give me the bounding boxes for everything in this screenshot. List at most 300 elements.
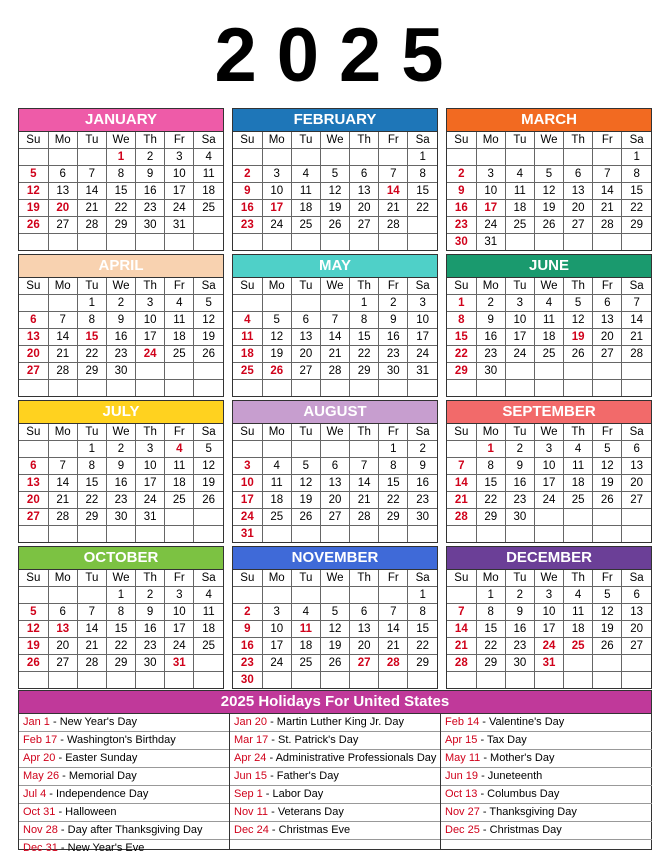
weekday-label: Tu: [77, 424, 106, 441]
week-row: [19, 346, 223, 363]
weekday-label: Fr: [379, 132, 408, 149]
weekday-label: Th: [350, 278, 379, 295]
empty-day-cell: [291, 380, 320, 397]
day-cell: 7: [77, 604, 106, 621]
day-cell: 24: [165, 200, 194, 217]
holiday-item: [230, 768, 440, 786]
empty-day-cell: [534, 672, 563, 689]
holiday-day-cell: 26: [19, 655, 48, 672]
weekday-label: We: [534, 424, 563, 441]
day-cell: 17: [534, 621, 563, 638]
day-cell: 22: [476, 638, 505, 655]
week-row: [19, 217, 223, 234]
empty-day-cell: [19, 380, 48, 397]
weekday-label: Tu: [77, 278, 106, 295]
day-cell: 11: [165, 312, 194, 329]
month-header: DECEMBER: [447, 547, 651, 570]
day-cell: 21: [593, 200, 622, 217]
day-cell: 16: [136, 621, 165, 638]
holiday-day-cell: 22: [447, 346, 476, 363]
day-cell: 21: [77, 638, 106, 655]
weekday-label: We: [320, 570, 349, 587]
weekday-label: Tu: [505, 278, 534, 295]
week-row: [233, 458, 437, 475]
empty-day-cell: [291, 149, 320, 166]
day-cell: 26: [593, 638, 622, 655]
weekday-label: Tu: [291, 132, 320, 149]
holiday-item: [230, 732, 440, 750]
weekday-label: Sa: [408, 132, 437, 149]
holiday-day-cell: 7: [447, 458, 476, 475]
weekday-label: Mo: [48, 570, 77, 587]
holiday-date: Dec 24: [234, 824, 269, 836]
day-cell: 4: [194, 587, 223, 604]
day-cell: 30: [136, 655, 165, 672]
day-cell: 10: [136, 458, 165, 475]
holiday-item: [441, 750, 652, 768]
empty-day-cell: [320, 672, 349, 689]
weekday-label: Mo: [476, 278, 505, 295]
day-cell: 21: [350, 492, 379, 509]
empty-day-cell: [350, 380, 379, 397]
weekday-label: Sa: [622, 278, 651, 295]
day-cell: 31: [165, 217, 194, 234]
holiday-item: [230, 804, 440, 822]
day-cell: 19: [320, 200, 349, 217]
day-cell: 14: [77, 183, 106, 200]
empty-day-cell: [48, 380, 77, 397]
holiday-day-cell: 27: [19, 509, 48, 526]
week-row: [447, 380, 651, 397]
holiday-day-cell: 28: [447, 509, 476, 526]
holiday-day-cell: 25: [564, 638, 593, 655]
day-cell: 5: [291, 458, 320, 475]
holiday-day-cell: 27: [350, 655, 379, 672]
day-cell: 28: [593, 217, 622, 234]
day-cell: 17: [408, 329, 437, 346]
holiday-day-cell: 15: [447, 329, 476, 346]
day-cell: 21: [48, 346, 77, 363]
holiday-item: [19, 786, 229, 804]
empty-day-cell: [194, 672, 223, 689]
week-row: [447, 183, 651, 200]
day-cell: 13: [564, 183, 593, 200]
day-cell: 7: [48, 312, 77, 329]
holidays-columns: [19, 714, 651, 854]
holiday-day-cell: 1: [476, 441, 505, 458]
day-cell: 27: [350, 217, 379, 234]
holiday-day-cell: 4: [233, 312, 262, 329]
day-cell: 13: [48, 183, 77, 200]
year-title: 2025: [214, 13, 464, 98]
holiday-item: [19, 768, 229, 786]
week-row: [19, 380, 223, 397]
week-row: [447, 475, 651, 492]
empty-day-cell: [262, 526, 291, 543]
holiday-name: - Tax Day: [477, 734, 527, 746]
day-cell: 14: [48, 329, 77, 346]
empty-day-cell: [379, 234, 408, 251]
day-cell: 19: [291, 492, 320, 509]
holiday-day-cell: 23: [233, 655, 262, 672]
holiday-day-cell: 17: [233, 492, 262, 509]
day-cell: 17: [534, 475, 563, 492]
week-row: [19, 166, 223, 183]
month-day-grid: [233, 278, 437, 396]
holiday-day-cell: 3: [233, 458, 262, 475]
week-row: [233, 149, 437, 166]
day-cell: 27: [564, 217, 593, 234]
empty-day-cell: [233, 234, 262, 251]
month-april: [18, 254, 224, 397]
holidays-title: 2025 Holidays For United States: [19, 691, 651, 714]
empty-day-cell: [408, 217, 437, 234]
day-cell: 13: [320, 475, 349, 492]
holiday-day-cell: 8: [447, 312, 476, 329]
day-cell: 10: [534, 604, 563, 621]
weekday-row: [19, 278, 223, 295]
empty-day-cell: [165, 526, 194, 543]
holiday-date: Jun 19: [445, 770, 479, 782]
day-cell: 10: [165, 604, 194, 621]
day-cell: 6: [350, 604, 379, 621]
day-cell: 1: [379, 441, 408, 458]
day-cell: 26: [194, 346, 223, 363]
empty-day-cell: [476, 672, 505, 689]
holiday-item: [230, 786, 440, 804]
empty-day-cell: [534, 149, 563, 166]
day-cell: 18: [194, 621, 223, 638]
empty-day-cell: [165, 672, 194, 689]
day-cell: 6: [622, 441, 651, 458]
weekday-row: [447, 570, 651, 587]
week-row: [19, 200, 223, 217]
day-cell: 27: [48, 217, 77, 234]
holiday-day-cell: 17: [476, 200, 505, 217]
holiday-day-cell: 25: [233, 363, 262, 380]
holiday-name: - Father's Day: [267, 770, 339, 782]
day-cell: 21: [77, 200, 106, 217]
empty-day-cell: [136, 526, 165, 543]
weekday-label: Mo: [262, 278, 291, 295]
weekday-label: Th: [136, 570, 165, 587]
weekday-label: We: [534, 278, 563, 295]
empty-day-cell: [593, 149, 622, 166]
day-cell: 26: [320, 655, 349, 672]
day-cell: 22: [408, 200, 437, 217]
week-row: [19, 475, 223, 492]
day-cell: 11: [564, 458, 593, 475]
day-cell: 18: [291, 638, 320, 655]
day-cell: 28: [77, 655, 106, 672]
day-cell: 30: [106, 509, 135, 526]
empty-day-cell: [320, 526, 349, 543]
week-row: [19, 604, 223, 621]
week-row: [233, 234, 437, 251]
day-cell: 30: [106, 363, 135, 380]
day-cell: 28: [622, 346, 651, 363]
day-cell: 5: [320, 166, 349, 183]
week-row: [233, 587, 437, 604]
holiday-day-cell: 14: [447, 621, 476, 638]
month-october: [18, 546, 224, 689]
weekday-label: Sa: [408, 570, 437, 587]
day-cell: 22: [106, 200, 135, 217]
week-row: [19, 526, 223, 543]
empty-day-cell: [233, 380, 262, 397]
empty-day-cell: [233, 149, 262, 166]
weekday-row: [19, 570, 223, 587]
day-cell: 24: [408, 346, 437, 363]
day-cell: 3: [165, 149, 194, 166]
day-cell: 14: [77, 621, 106, 638]
day-cell: 8: [77, 312, 106, 329]
day-cell: 8: [106, 166, 135, 183]
week-row: [447, 672, 651, 689]
day-cell: 27: [593, 346, 622, 363]
day-cell: 19: [194, 475, 223, 492]
weekday-label: Su: [447, 424, 476, 441]
day-cell: 20: [320, 492, 349, 509]
day-cell: 14: [379, 621, 408, 638]
weekday-label: Fr: [165, 424, 194, 441]
holiday-item: [19, 714, 229, 732]
weekday-label: Mo: [476, 570, 505, 587]
day-cell: 8: [77, 458, 106, 475]
empty-day-cell: [534, 363, 563, 380]
weekday-row: [19, 424, 223, 441]
empty-day-cell: [564, 509, 593, 526]
empty-day-cell: [291, 587, 320, 604]
day-cell: 13: [593, 312, 622, 329]
empty-day-cell: [622, 672, 651, 689]
holiday-name: - Veterans Day: [268, 806, 344, 818]
day-cell: 21: [379, 638, 408, 655]
day-cell: 13: [291, 329, 320, 346]
day-cell: 22: [408, 638, 437, 655]
weekday-label: Th: [136, 132, 165, 149]
holiday-day-cell: 30: [447, 234, 476, 251]
month-header: SEPTEMBER: [447, 401, 651, 424]
holiday-day-cell: 19: [19, 638, 48, 655]
holiday-day-cell: 5: [19, 166, 48, 183]
day-cell: 29: [476, 509, 505, 526]
holiday-date: Feb 17: [23, 734, 58, 746]
empty-day-cell: [165, 363, 194, 380]
holiday-day-cell: 12: [19, 621, 48, 638]
day-cell: 9: [136, 604, 165, 621]
day-cell: 16: [136, 183, 165, 200]
day-cell: 20: [291, 346, 320, 363]
day-cell: 22: [622, 200, 651, 217]
day-cell: 17: [136, 475, 165, 492]
empty-day-cell: [505, 672, 534, 689]
holiday-day-cell: 31: [534, 655, 563, 672]
holiday-day-cell: 1: [447, 295, 476, 312]
holiday-day-cell: 9: [233, 621, 262, 638]
empty-day-cell: [320, 380, 349, 397]
day-cell: 6: [622, 587, 651, 604]
day-cell: 2: [136, 149, 165, 166]
weekday-label: Fr: [593, 570, 622, 587]
month-header: AUGUST: [233, 401, 437, 424]
day-cell: 6: [320, 458, 349, 475]
day-cell: 19: [593, 621, 622, 638]
holiday-day-cell: 21: [447, 638, 476, 655]
day-cell: 16: [505, 621, 534, 638]
empty-day-cell: [136, 363, 165, 380]
day-cell: 29: [77, 509, 106, 526]
week-row: [19, 492, 223, 509]
week-row: [447, 587, 651, 604]
day-cell: 16: [408, 475, 437, 492]
day-cell: 24: [165, 638, 194, 655]
week-row: [233, 200, 437, 217]
week-row: [447, 166, 651, 183]
month-day-grid: [447, 570, 651, 688]
empty-day-cell: [194, 380, 223, 397]
empty-day-cell: [320, 149, 349, 166]
weekday-row: [233, 132, 437, 149]
day-cell: 12: [320, 621, 349, 638]
empty-day-cell: [262, 234, 291, 251]
empty-day-cell: [77, 672, 106, 689]
weekday-row: [19, 132, 223, 149]
weekday-label: Sa: [408, 278, 437, 295]
day-cell: 24: [136, 492, 165, 509]
week-row: [447, 492, 651, 509]
weekday-label: Sa: [622, 132, 651, 149]
week-row: [19, 672, 223, 689]
empty-day-cell: [106, 526, 135, 543]
holiday-day-cell: 13: [19, 329, 48, 346]
day-cell: 15: [106, 183, 135, 200]
day-cell: 2: [408, 441, 437, 458]
day-cell: 20: [593, 329, 622, 346]
week-row: [447, 458, 651, 475]
day-cell: 31: [136, 509, 165, 526]
week-row: [233, 346, 437, 363]
day-cell: 20: [350, 638, 379, 655]
day-cell: 17: [262, 638, 291, 655]
day-cell: 17: [136, 329, 165, 346]
day-cell: 20: [350, 200, 379, 217]
holiday-item: [441, 822, 652, 840]
day-cell: 6: [564, 166, 593, 183]
day-cell: 3: [476, 166, 505, 183]
month-march: [446, 108, 652, 251]
holiday-day-cell: 14: [379, 183, 408, 200]
holiday-day-cell: 26: [19, 217, 48, 234]
empty-day-cell: [165, 509, 194, 526]
day-cell: 9: [408, 458, 437, 475]
empty-day-cell: [447, 526, 476, 543]
empty-day-cell: [19, 672, 48, 689]
day-cell: 26: [291, 509, 320, 526]
holiday-date: Jan 1: [23, 716, 50, 728]
day-cell: 5: [320, 604, 349, 621]
month-day-grid: [447, 278, 651, 396]
empty-day-cell: [593, 655, 622, 672]
day-cell: 22: [350, 346, 379, 363]
weekday-label: Fr: [379, 278, 408, 295]
holiday-date: Apr 15: [445, 734, 478, 746]
day-cell: 18: [165, 329, 194, 346]
day-cell: 4: [564, 587, 593, 604]
week-row: [447, 604, 651, 621]
day-cell: 7: [379, 604, 408, 621]
empty-day-cell: [622, 234, 651, 251]
week-row: [447, 234, 651, 251]
empty-day-cell: [593, 380, 622, 397]
day-cell: 16: [106, 475, 135, 492]
day-cell: 20: [48, 638, 77, 655]
weekday-label: Th: [136, 278, 165, 295]
day-cell: 3: [262, 604, 291, 621]
day-cell: 10: [262, 183, 291, 200]
day-cell: 4: [534, 295, 563, 312]
day-cell: 30: [136, 217, 165, 234]
month-june: [446, 254, 652, 397]
holiday-day-cell: 21: [447, 492, 476, 509]
holiday-day-cell: 30: [233, 672, 262, 689]
empty-day-cell: [48, 149, 77, 166]
holiday-column: [230, 714, 441, 850]
day-cell: 2: [379, 295, 408, 312]
holiday-date: Jan 20: [234, 716, 268, 728]
week-row: [447, 621, 651, 638]
day-cell: 23: [136, 638, 165, 655]
holiday-day-cell: 6: [19, 312, 48, 329]
day-cell: 7: [320, 312, 349, 329]
weekday-label: Sa: [194, 278, 223, 295]
week-row: [19, 441, 223, 458]
empty-day-cell: [194, 526, 223, 543]
day-cell: 22: [476, 492, 505, 509]
day-cell: 8: [476, 604, 505, 621]
week-row: [19, 295, 223, 312]
month-header: NOVEMBER: [233, 547, 437, 570]
day-cell: 2: [505, 441, 534, 458]
weekday-label: Su: [233, 132, 262, 149]
day-cell: 11: [564, 604, 593, 621]
day-cell: 13: [622, 604, 651, 621]
day-cell: 3: [408, 295, 437, 312]
day-cell: 10: [476, 183, 505, 200]
weekday-label: Sa: [408, 424, 437, 441]
empty-day-cell: [262, 441, 291, 458]
empty-day-cell: [262, 295, 291, 312]
day-cell: 24: [262, 217, 291, 234]
day-cell: 23: [476, 346, 505, 363]
day-cell: 24: [534, 492, 563, 509]
holiday-day-cell: 6: [19, 458, 48, 475]
weekday-label: Fr: [165, 278, 194, 295]
holiday-day-cell: 24: [534, 638, 563, 655]
month-day-grid: [233, 132, 437, 250]
day-cell: 14: [350, 475, 379, 492]
day-cell: 3: [136, 441, 165, 458]
day-cell: 18: [165, 475, 194, 492]
empty-day-cell: [77, 526, 106, 543]
holiday-day-cell: 24: [233, 509, 262, 526]
weekday-label: Su: [19, 424, 48, 441]
holiday-day-cell: 13: [48, 621, 77, 638]
day-cell: 29: [408, 655, 437, 672]
empty-day-cell: [534, 234, 563, 251]
day-cell: 25: [194, 200, 223, 217]
day-cell: 14: [320, 329, 349, 346]
